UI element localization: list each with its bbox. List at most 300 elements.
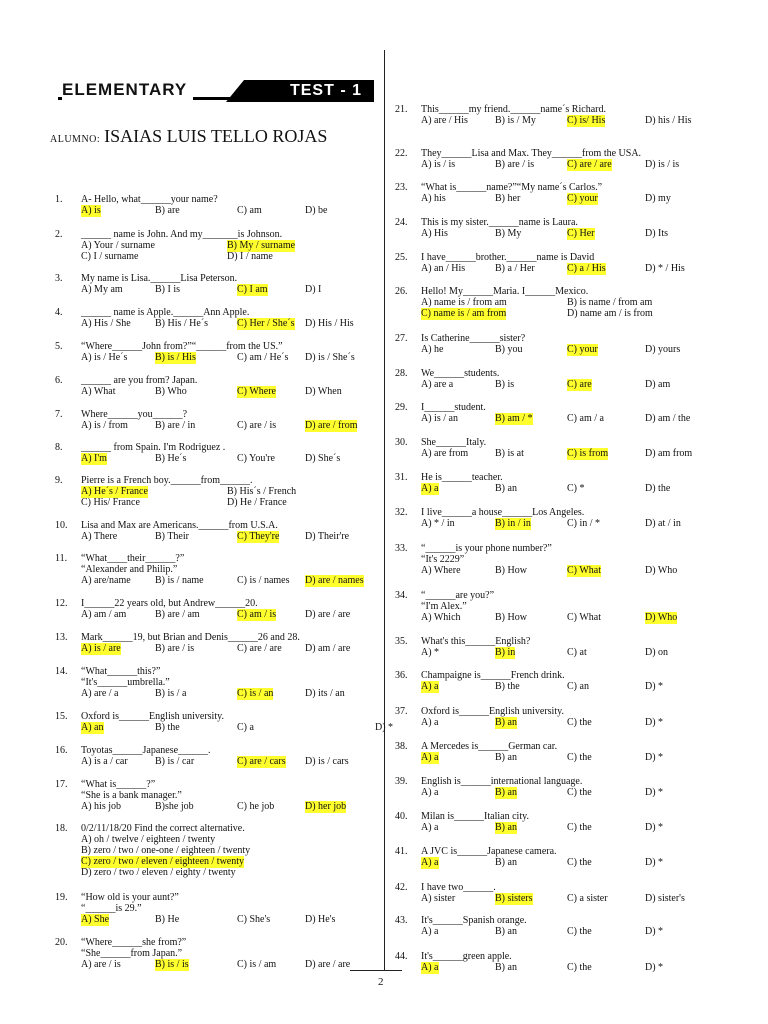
answer-option[interactable]: A) a [421, 681, 439, 692]
answer-option[interactable]: D) are / are [305, 959, 351, 970]
answer-option[interactable]: B) My / surname [227, 240, 296, 251]
answer-option[interactable]: C) are [567, 379, 592, 390]
answer-option[interactable]: C) You're [237, 453, 275, 464]
answer-option[interactable]: A) are / His [421, 115, 468, 126]
question-number: 5. [55, 341, 63, 352]
question-number: 40. [395, 811, 408, 822]
question-item [395, 507, 755, 547]
answer-option[interactable]: C) They're [237, 531, 280, 542]
question-text: “What______this?” [81, 666, 161, 677]
answer-option[interactable]: B) you [495, 344, 523, 355]
question-number: 37. [395, 706, 408, 717]
question-number: 31. [395, 472, 408, 483]
question-text: “It's______umbrella.” [81, 677, 170, 688]
answer-option[interactable]: D) zero / two / eleven / eighty / twenty [81, 867, 236, 878]
question-text: “______is 29.” [81, 903, 142, 914]
question-number: 25. [395, 252, 408, 263]
answer-option[interactable]: D) are / names [305, 575, 364, 586]
answer-option[interactable]: D) the [645, 483, 671, 494]
answer-option[interactable]: D) sister's [645, 893, 685, 904]
question-text: She______Italy. [421, 437, 487, 448]
answer-option[interactable]: B) is / name [155, 575, 204, 586]
answer-option[interactable]: B)she job [155, 801, 194, 812]
answer-option[interactable]: C) the [567, 787, 592, 798]
question-number: 10. [55, 520, 68, 531]
answer-option[interactable]: D) When [305, 386, 342, 397]
answer-option[interactable]: B) the [495, 681, 520, 692]
answer-option[interactable]: B) are / is [495, 159, 535, 170]
answer-option[interactable]: C) zero / two / eleven / eighteen / twenty [81, 856, 245, 867]
answer-option[interactable]: D) its / an [305, 688, 345, 699]
question-item [395, 104, 755, 144]
answer-option[interactable]: A) What [81, 386, 116, 397]
answer-option[interactable]: B) her [495, 193, 521, 204]
answer-option[interactable]: B) are / am [155, 609, 200, 620]
question-number: 33. [395, 543, 408, 554]
answer-option[interactable]: C) I am [237, 284, 268, 295]
answer-option[interactable]: A) are / a [81, 688, 119, 699]
answer-option[interactable]: C) am / He´s [237, 352, 289, 363]
question-item [55, 229, 375, 269]
answer-option[interactable]: D) Its [645, 228, 669, 239]
answer-option[interactable]: B) are [155, 205, 180, 216]
answer-option[interactable]: A) He´s / France [81, 486, 148, 497]
question-text: We______students. [421, 368, 500, 379]
question-number: 4. [55, 307, 63, 318]
answer-option[interactable]: A) a [421, 857, 439, 868]
answer-option[interactable]: A) a [421, 483, 439, 494]
question-number: 38. [395, 741, 408, 752]
question-text: It's______Spanish orange. [421, 915, 527, 926]
answer-option[interactable]: A) is / an [421, 413, 458, 424]
answer-option[interactable]: C) am [237, 205, 262, 216]
answer-option[interactable]: D) am / are [305, 643, 351, 654]
question-number: 32. [395, 507, 408, 518]
question-number: 15. [55, 711, 68, 722]
answer-option[interactable]: B) an [495, 822, 517, 833]
question-number: 2. [55, 229, 63, 240]
question-item [395, 286, 755, 326]
question-item [55, 823, 375, 878]
answer-option[interactable]: B) a / Her [495, 263, 535, 274]
question-text: “How old is your aunt?” [81, 892, 179, 903]
answer-option[interactable]: C) What [567, 565, 601, 576]
question-number: 3. [55, 273, 63, 284]
question-text: “What is______?” [81, 779, 156, 790]
question-number: 24. [395, 217, 408, 228]
answer-option[interactable]: B) in / in [495, 518, 531, 529]
answer-option[interactable]: D) am [645, 379, 671, 390]
answer-option[interactable]: A) His / She [81, 318, 131, 329]
answer-option[interactable]: C) name is / am from [421, 308, 507, 319]
question-number: 27. [395, 333, 408, 344]
question-text: It's______green apple. [421, 951, 512, 962]
question-text: I have two______. [421, 882, 496, 893]
question-text: Lisa and Max are Americans.______from U.S.A. [81, 520, 278, 531]
question-text: Where______you______? [81, 409, 188, 420]
question-item [55, 553, 375, 593]
answer-option[interactable]: B) Who [155, 386, 187, 397]
answer-option[interactable]: C) your [567, 344, 598, 355]
answer-option[interactable]: B) is name / from am [567, 297, 653, 308]
answer-option[interactable]: B) am / * [495, 413, 533, 424]
question-text: “Where______John from?”“______from the US.” [81, 341, 283, 352]
answer-option[interactable]: A) is / from [81, 420, 128, 431]
answer-option[interactable]: C) are / is [237, 420, 277, 431]
answer-option[interactable]: C) are / are [567, 159, 612, 170]
answer-option[interactable]: C) is/ His [567, 115, 606, 126]
question-text: Is Catherine______sister? [421, 333, 526, 344]
question-text: 0/2/11/18/20 Find the correct alternative. [81, 823, 245, 834]
question-item [395, 217, 755, 257]
answer-option[interactable]: C) is / am [237, 959, 277, 970]
answer-option[interactable]: D) is / She´s [305, 352, 355, 363]
question-number: 11. [55, 553, 68, 564]
question-text: ______ from Spain. I'm Rodriguez . [81, 442, 226, 453]
answer-option[interactable]: A) his [421, 193, 446, 204]
answer-option[interactable]: A) an [81, 722, 104, 733]
answer-option[interactable]: D) are / are [305, 609, 351, 620]
answer-option[interactable]: D) my [645, 193, 671, 204]
answer-option[interactable]: D) * / His [645, 263, 685, 274]
question-text: Toyotas______Japanese______. [81, 745, 211, 756]
answer-option[interactable]: A) oh / twelve / eighteen / twenty [81, 834, 216, 845]
question-item [395, 402, 755, 442]
answer-option[interactable]: D) her job [305, 801, 347, 812]
answer-option[interactable]: D) are / from [305, 420, 358, 431]
answer-option[interactable]: A) Which [421, 612, 461, 623]
answer-option[interactable]: B) an [495, 962, 517, 973]
question-text: Mark______19, but Brian and Denis______26 and 28. [81, 632, 300, 643]
answer-option[interactable]: A) is / are [81, 643, 121, 654]
answer-option[interactable]: C) Her [567, 228, 595, 239]
answer-option[interactable]: B) zero / two / one-one / eighteen / twenty [81, 845, 251, 856]
answer-option[interactable]: A) are/name [81, 575, 131, 586]
answer-option[interactable]: C) a / His [567, 263, 606, 274]
question-text: “It's 2229” [421, 554, 465, 565]
question-text: “What is______name?”“My name´s Carlos.” [421, 182, 603, 193]
answer-option[interactable]: C) the [567, 717, 592, 728]
answer-option[interactable]: D) Who [645, 565, 678, 576]
answer-option[interactable]: A) I'm [81, 453, 107, 464]
answer-option[interactable]: B) His´s / French [227, 486, 297, 497]
answer-option[interactable]: C) a sister [567, 893, 608, 904]
answer-option[interactable]: A) name is / from am [421, 297, 507, 308]
question-item [395, 811, 755, 851]
question-number: 34. [395, 590, 408, 601]
answer-option[interactable]: B) an [495, 752, 517, 763]
answer-option[interactable]: D) on [645, 647, 669, 658]
answer-option[interactable]: D) am from [645, 448, 693, 459]
question-text: “Alexander and Philip.” [81, 564, 178, 575]
answer-option[interactable]: D) * [645, 822, 664, 833]
question-number: 1. [55, 194, 63, 205]
answer-option[interactable]: B) is / a [155, 688, 187, 699]
answer-option[interactable]: A) She [81, 914, 110, 925]
answer-option[interactable]: C) the [567, 752, 592, 763]
answer-option[interactable]: D) * [645, 962, 664, 973]
answer-option[interactable]: B) an [495, 857, 517, 868]
question-number: 18. [55, 823, 68, 834]
question-number: 43. [395, 915, 408, 926]
answer-option[interactable]: C) Her / She´s [237, 318, 295, 329]
question-number: 30. [395, 437, 408, 448]
answer-option[interactable]: D) * [645, 752, 664, 763]
question-text: They______Lisa and Max. They______from the USA. [421, 148, 642, 159]
question-item [395, 472, 755, 512]
answer-option[interactable]: D) Their're [305, 531, 350, 542]
question-text: A JVC is______Japanese camera. [421, 846, 557, 857]
answer-option[interactable]: D) be [305, 205, 328, 216]
answer-option[interactable]: C) I / surname [81, 251, 139, 262]
answer-option[interactable]: B) an [495, 787, 517, 798]
answer-option[interactable]: D) * [645, 857, 664, 868]
question-text: I______student. [421, 402, 486, 413]
answer-option[interactable]: B) is at [495, 448, 524, 459]
answer-option[interactable]: D) name am / is from [567, 308, 653, 319]
answer-option[interactable]: A) a [421, 822, 439, 833]
level-title: ELEMENTARY [62, 80, 193, 100]
question-text: My name is Lisa.______Lisa Peterson. [81, 273, 238, 284]
answer-option[interactable]: D) His / His [305, 318, 354, 329]
answer-option[interactable]: D) his / His [645, 115, 692, 126]
answer-option[interactable]: A) a [421, 717, 439, 728]
answer-option[interactable]: B) is / My [495, 115, 536, 126]
answer-option[interactable]: B) He´s [155, 453, 187, 464]
question-item [395, 846, 755, 886]
question-item [395, 437, 755, 477]
answer-option[interactable]: A) is [81, 205, 101, 216]
answer-option[interactable]: D) is / is [645, 159, 680, 170]
question-text: Pierre is a French boy.______from______. [81, 475, 253, 486]
answer-option[interactable]: B) are / in [155, 420, 196, 431]
question-item [55, 779, 375, 819]
answer-option[interactable]: C) am / a [567, 413, 604, 424]
answer-option[interactable]: A) is a / car [81, 756, 128, 767]
answer-option[interactable]: D) * [645, 926, 664, 937]
answer-option[interactable]: C) What [567, 612, 601, 623]
question-number: 41. [395, 846, 408, 857]
answer-option[interactable]: D) I / name [227, 251, 273, 262]
answer-option[interactable]: C) are / cars [237, 756, 286, 767]
answer-option[interactable]: A) are a [421, 379, 454, 390]
answer-option[interactable]: C) is / an [237, 688, 274, 699]
question-item [55, 475, 375, 515]
question-item [395, 333, 755, 373]
answer-option[interactable]: A) his job [81, 801, 121, 812]
answer-option[interactable]: C) She's [237, 914, 271, 925]
student-name: ISAIAS LUIS TELLO ROJAS [104, 126, 328, 146]
question-text: I______22 years old, but Andrew______20. [81, 598, 258, 609]
question-number: 19. [55, 892, 68, 903]
answer-option[interactable]: C) am / is [237, 609, 277, 620]
answer-option[interactable]: B) is [495, 379, 515, 390]
answer-option[interactable]: A) * [421, 647, 440, 658]
question-text: ______ are you from? Japan. [81, 375, 198, 386]
answer-option[interactable]: B) I is [155, 284, 180, 295]
answer-option[interactable]: C) the [567, 962, 592, 973]
question-text: “Where______she from?” [81, 937, 187, 948]
answer-option[interactable]: A) a [421, 752, 439, 763]
answer-option[interactable]: A) an / His [421, 263, 466, 274]
question-number: 36. [395, 670, 408, 681]
answer-option[interactable]: D) He's [305, 914, 336, 925]
answer-option[interactable]: B) My [495, 228, 522, 239]
question-text: ______ name is John. And my_______is Johnson. [81, 229, 283, 240]
answer-option[interactable]: D) yours [645, 344, 681, 355]
answer-option[interactable]: C) Where [237, 386, 276, 397]
answer-option[interactable]: A) His [421, 228, 448, 239]
question-text: Milan is______Italian city. [421, 811, 529, 822]
question-number: 22. [395, 148, 408, 159]
page-number: 2 [378, 976, 384, 988]
question-item [395, 741, 755, 781]
question-item [395, 951, 755, 991]
question-text: This is my sister.______name is Laura. [421, 217, 578, 228]
answer-option[interactable]: C) an [567, 681, 589, 692]
question-text: English is______international language. [421, 776, 583, 787]
question-text: Oxford is______English university. [421, 706, 564, 717]
answer-option[interactable]: B) sisters [495, 893, 533, 904]
answer-option[interactable]: B) an [495, 483, 517, 494]
question-number: 9. [55, 475, 63, 486]
answer-option[interactable]: C) the [567, 926, 592, 937]
answer-option[interactable]: D) * [645, 787, 664, 798]
answer-option[interactable]: A) * / in [421, 518, 455, 529]
answer-option[interactable]: D) is / cars [305, 756, 349, 767]
answer-option[interactable]: C) the [567, 857, 592, 868]
answer-option[interactable]: B) the [155, 722, 180, 733]
answer-option[interactable]: C) His/ France [81, 497, 140, 508]
answer-option[interactable]: B) How [495, 612, 527, 623]
answer-option[interactable]: B) in [495, 647, 516, 658]
answer-option[interactable]: A) he [421, 344, 444, 355]
question-item [395, 182, 755, 222]
question-number: 13. [55, 632, 68, 643]
answer-option[interactable]: A) are / is [81, 959, 121, 970]
answer-option[interactable]: B) an [495, 717, 517, 728]
question-item [395, 670, 755, 710]
answer-option[interactable]: A) a [421, 926, 439, 937]
answer-option[interactable]: C) is / names [237, 575, 290, 586]
answer-option[interactable]: B) His / He´s [155, 318, 209, 329]
question-number: 20. [55, 937, 68, 948]
question-number: 42. [395, 882, 408, 893]
answer-option[interactable]: A) There [81, 531, 118, 542]
question-number: 23. [395, 182, 408, 193]
answer-option[interactable]: B) is / His [155, 352, 196, 363]
question-item [55, 892, 375, 932]
question-item [395, 915, 755, 955]
answer-option[interactable]: D) He / France [227, 497, 287, 508]
answer-option[interactable]: A) am / am [81, 609, 127, 620]
answer-option[interactable]: B) an [495, 926, 517, 937]
answer-option[interactable]: B) is / is [155, 959, 189, 970]
answer-option[interactable]: A) a [421, 962, 439, 973]
question-number: 39. [395, 776, 408, 787]
student-label: ALUMNO: [50, 134, 101, 145]
question-number: 14. [55, 666, 68, 677]
answer-option[interactable]: C) * [567, 483, 585, 494]
question-text: “She______from Japan.” [81, 948, 183, 959]
question-number: 17. [55, 779, 68, 790]
question-text: I have______brother.______name is David [421, 252, 595, 263]
question-item [395, 590, 755, 630]
question-number: 28. [395, 368, 408, 379]
answer-option[interactable]: A) is / is [421, 159, 456, 170]
question-text: Hello! My______Maria. I______Mexico. [421, 286, 589, 297]
answer-option[interactable]: A) is / He´s [81, 352, 128, 363]
question-text: A Mercedes is______German car. [421, 741, 558, 752]
question-number: 35. [395, 636, 408, 647]
question-text: He is______teacher. [421, 472, 503, 483]
answer-option[interactable]: B) Their [155, 531, 189, 542]
question-text: “I'm Alex.” [421, 601, 467, 612]
answer-option[interactable]: D) * [645, 681, 664, 692]
answer-option[interactable]: C) are / are [237, 643, 282, 654]
answer-option[interactable]: D) * [645, 717, 664, 728]
question-text: I live______a house______Los Angeles. [421, 507, 585, 518]
answer-option[interactable]: C) is from [567, 448, 609, 459]
question-number: 12. [55, 598, 68, 609]
question-text: Champaigne is______French drink. [421, 670, 565, 681]
question-item [55, 937, 375, 977]
question-number: 21. [395, 104, 408, 115]
answer-option[interactable]: A) a [421, 787, 439, 798]
answer-option[interactable]: D) am / the [645, 413, 691, 424]
answer-option[interactable]: C) the [567, 822, 592, 833]
answer-option[interactable]: C) your [567, 193, 598, 204]
question-text: “What____their______?” [81, 553, 185, 564]
answer-option[interactable]: A) Your / surname [81, 240, 155, 251]
answer-option[interactable]: C) in / * [567, 518, 601, 529]
question-item [395, 776, 755, 816]
test-title: TEST - 1 [244, 80, 374, 102]
answer-option[interactable]: D) at / in [645, 518, 681, 529]
question-number: 8. [55, 442, 63, 453]
answer-option[interactable]: A) Where [421, 565, 461, 576]
question-item [395, 706, 755, 746]
question-text: “She is a bank manager.” [81, 790, 182, 801]
question-number: 7. [55, 409, 63, 420]
answer-option[interactable]: A) sister [421, 893, 456, 904]
question-number: 6. [55, 375, 63, 386]
student-info [50, 126, 327, 147]
answer-option[interactable]: D) * [375, 722, 394, 733]
question-text: What's this______English? [421, 636, 531, 647]
answer-option[interactable]: B) is / car [155, 756, 195, 767]
answer-option[interactable]: C) he job [237, 801, 275, 812]
question-item [55, 666, 375, 706]
answer-option[interactable]: C) at [567, 647, 587, 658]
answer-option[interactable]: C) a [237, 722, 254, 733]
answer-option[interactable]: A) are from [421, 448, 469, 459]
answer-option[interactable]: D) She´s [305, 453, 341, 464]
question-text: “______are you?” [421, 590, 495, 601]
question-text: “______is your phone number?” [421, 543, 552, 554]
question-number: 16. [55, 745, 68, 756]
question-item [55, 194, 375, 234]
answer-option[interactable]: D) I [305, 284, 322, 295]
answer-option[interactable]: B) He [155, 914, 180, 925]
question-item [395, 543, 755, 583]
test-header-banner [58, 80, 374, 102]
answer-option[interactable]: B) How [495, 565, 527, 576]
answer-option[interactable]: B) are / is [155, 643, 195, 654]
answer-option[interactable]: A) My am [81, 284, 123, 295]
answer-option[interactable]: D) Who [645, 612, 678, 623]
question-text: This______my friend.______name´s Richard. [421, 104, 606, 115]
